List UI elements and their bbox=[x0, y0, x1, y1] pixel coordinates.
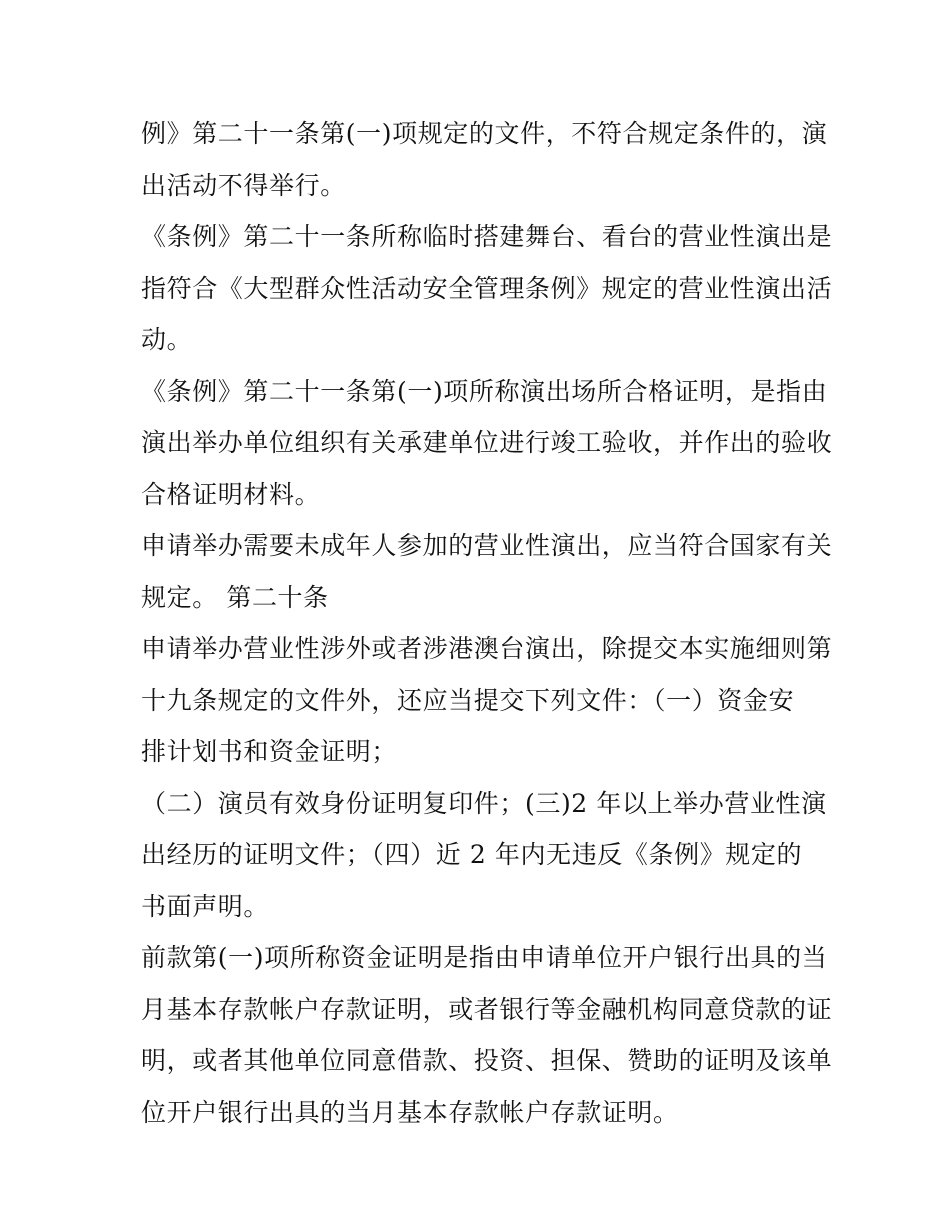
text-line: 排计划书和资金证明； bbox=[141, 737, 398, 766]
text-line: 申请举办营业性涉外或者涉港澳台演出，除提交本实施细则第 bbox=[141, 634, 833, 663]
text-line: 规定。 第二十条 bbox=[141, 582, 329, 612]
text-line: 书面声明。 bbox=[141, 891, 270, 921]
text-line: 出活动不得举行。 bbox=[141, 170, 346, 200]
text-line: 前款第(一)项所称资金证明是指由申请单位开户银行出具的当 bbox=[141, 943, 828, 972]
text-line: 月基本存款帐户存款证明，或者银行等金融机构同意贷款的证 bbox=[141, 994, 833, 1024]
text-line: 出经历的证明文件；（四）近 2 年内无违反《条例》规定的 bbox=[141, 840, 803, 869]
text-line: 申请举办需要未成年人参加的营业性演出，应当符合国家有关 bbox=[141, 531, 833, 560]
text-line: 例》第二十一条第(一)项规定的文件，不符合规定条件的，演 bbox=[141, 119, 828, 148]
text-line: （二）演员有效身份证明复印件；(三)2 年以上举办营业性演 bbox=[141, 788, 827, 818]
text-line: 演出举办单位组织有关承建单位进行竣工验收，并作出的验收 bbox=[141, 428, 833, 457]
text-line: 位开户银行出具的当月基本存款帐户存款证明。 bbox=[141, 1097, 679, 1127]
text-line: 指符合《大型群众性活动安全管理条例》规定的营业性演出活 bbox=[141, 273, 833, 303]
text-line: 合格证明材料。 bbox=[141, 479, 321, 509]
text-line: 《条例》第二十一条第(一)项所称演出场所合格证明，是指由 bbox=[141, 376, 828, 406]
text-line: 十九条规定的文件外，还应当提交下列文件：（一）资金安 bbox=[141, 685, 795, 715]
text-line: 《条例》第二十一条所称临时搭建舞台、看台的营业性演出是 bbox=[141, 222, 833, 251]
document-body bbox=[141, 108, 833, 1138]
text-line: 明，或者其他单位同意借款、投资、担保、赞助的证明及该单 bbox=[141, 1046, 833, 1075]
text-line: 动。 bbox=[141, 325, 193, 354]
